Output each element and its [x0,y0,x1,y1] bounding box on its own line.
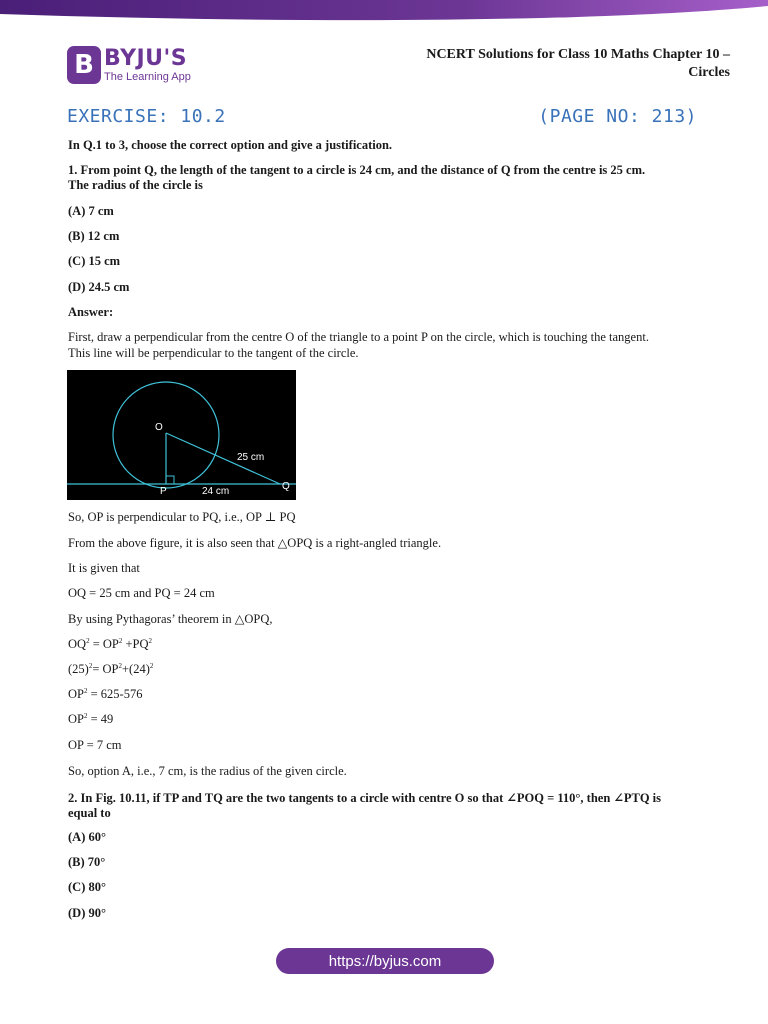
document-title-line1: NCERT Solutions for Class 10 Maths Chapter 10 – [426,47,730,62]
q2-text-line2: equal to [68,806,111,820]
label-o: O [155,422,163,433]
explanation-line2: This line will be perpendicular to the tangent of the circle. [68,346,359,360]
byjus-logo [67,44,191,86]
solution-step-4: OQ = 25 cm and PQ = 24 cm [68,586,215,600]
equation-1: $OQ^2 = OP^2 +PQ^2$ [68,637,152,651]
q1-option-d: (D) 24.5 cm [68,280,130,294]
equation-3: $OP^2 = 625-576$ [68,687,143,701]
answer-label: Answer: [68,305,114,319]
q1-option-a: (A) 7 cm [68,204,114,218]
tangent-figure [67,370,296,500]
q2-option-a: (A) 60° [68,830,106,844]
page-number: (PAGE NO: 213) [538,106,697,127]
label-pq-length: 24 cm [202,486,230,497]
right-angle-mark [166,476,174,484]
exercise-label: EXERCISE: 10.2 [67,106,226,127]
exercise-heading [67,106,697,130]
q2-text-line1: 2. In Fig. 10.11, if TP and TQ are the two tangents to a circle with centre O so that ∠POQ = 110°, then ∠PTQ is [68,791,662,805]
q1-text-line1: 1. From point Q, the length of the tangent to a circle is 24 cm, and the distance of Q from the centre is 25 cm. [68,163,646,177]
q1-option-c: (C) 15 cm [68,254,121,268]
q2-option-c: (C) 80° [68,880,106,894]
q2-option-b: (B) 70° [68,855,106,869]
equation-4: $OP^2 = 49$ [68,712,114,726]
q1-option-b: (B) 12 cm [68,229,120,243]
solution-step-3: It is given that [68,561,140,575]
solution-step-1: So, OP is perpendicular to PQ, i.e., OP ⊥ PQ [68,510,296,524]
footer-url-link[interactable]: https://byjus.com [276,948,494,974]
solution-result: OP = 7 cm [68,738,122,752]
tangent-diagram [67,370,296,500]
label-q: Q [282,481,290,492]
top-banner [0,0,768,22]
solution-step-2: From the above figure, it is also seen that △OPQ is a right-angled triangle. [68,536,442,550]
q1-text-line2: The radius of the circle is [68,178,203,192]
label-p: P [160,486,167,497]
label-oq-length: 25 cm [237,452,265,463]
solution-step-5: By using Pythagoras’ theorem in △OPQ, [68,612,273,626]
document-title-line2: Circles [688,65,730,80]
logo-mark: B [67,46,101,84]
logo-name: BYJU'S [104,45,188,71]
instruction: In Q.1 to 3, choose the correct option and give a justification. [68,138,393,152]
logo-tagline: The Learning App [104,70,191,83]
explanation-line1: First, draw a perpendicular from the centre O of the triangle to a point P on the circle, which is touching the tangent. [68,330,649,344]
equation-2: $(25)^2= OP^2+(24)^2$ [68,662,154,676]
solution-conclusion: So, option A, i.e., 7 cm, is the radius of the given circle. [68,764,347,778]
q2-option-d: (D) 90° [68,906,106,920]
document-title [370,46,730,82]
